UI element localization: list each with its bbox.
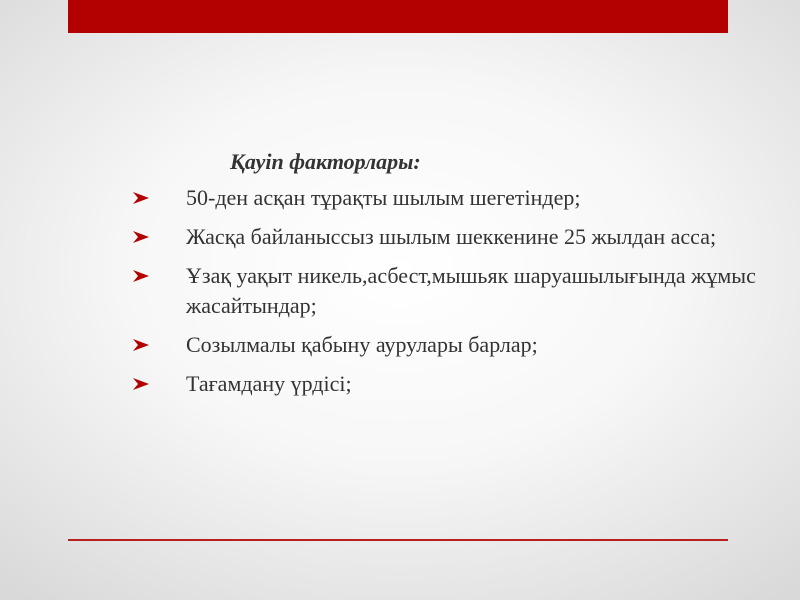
- slide-content: [128, 147, 778, 408]
- list-item: [128, 222, 778, 252]
- list-item-text: Ұзақ уақыт никель,асбест,мышьяк шаруашылығында жұмыс жасайтындар;: [186, 263, 756, 318]
- arrowhead-bullet-icon: [128, 330, 154, 360]
- arrowhead-bullet-icon: [128, 222, 154, 252]
- list-item-text: Жасқа байланыссыз шылым шеккенине 25 жылдан асса;: [186, 224, 717, 249]
- risk-factor-list: [128, 183, 778, 399]
- slide-heading: Қауіп факторлары:: [230, 149, 421, 174]
- list-item: [128, 261, 778, 321]
- list-item-text: Созылмалы қабыну аурулары барлар;: [186, 332, 538, 357]
- list-item-text: 50-ден асқан тұрақты шылым шегетіндер;: [186, 185, 581, 210]
- list-item-text: Тағамдану үрдісі;: [186, 371, 352, 396]
- arrowhead-bullet-icon: [128, 369, 154, 399]
- top-accent-bar: [68, 0, 728, 33]
- list-item: [128, 183, 778, 213]
- list-item: [128, 369, 778, 399]
- list-item: [128, 330, 778, 360]
- arrowhead-bullet-icon: [128, 261, 154, 291]
- arrowhead-bullet-icon: [128, 183, 154, 213]
- bottom-divider: [68, 539, 728, 541]
